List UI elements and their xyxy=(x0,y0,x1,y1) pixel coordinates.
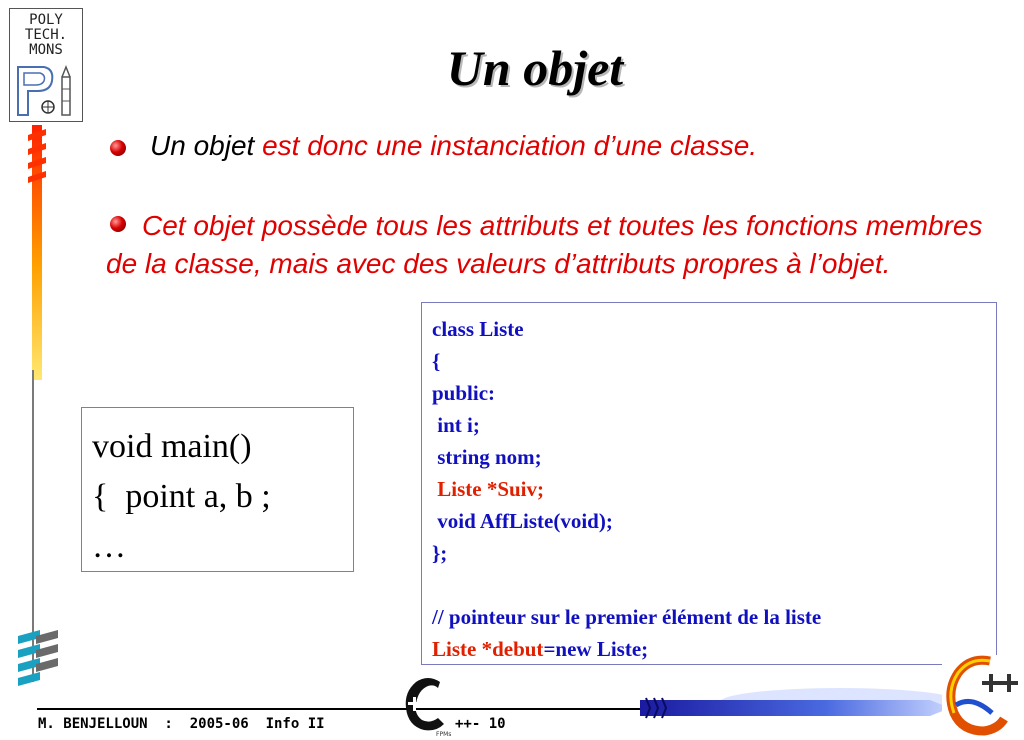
decorative-blue-arrow xyxy=(640,688,950,726)
code-line: class Liste xyxy=(432,317,524,341)
main-line-3: … xyxy=(92,528,126,565)
bullet-2-text: Cet objet possède tous les attributs et toutes les fonctions membres de la classe, mais avec des valeurs d’attributs propres à l’objet. xyxy=(106,210,983,279)
main-line-2: { point a, b ; xyxy=(92,478,271,515)
bullet-icon xyxy=(110,140,126,156)
code-line: }; xyxy=(432,541,448,565)
bullet-1-text xyxy=(150,128,757,164)
logo-line-3: MONS xyxy=(29,42,63,58)
code-line: int i; xyxy=(432,413,480,437)
code-pointer-init: =new Liste; xyxy=(543,637,649,661)
code-line xyxy=(432,633,986,665)
bullet-1-rest: est donc une instanciation d’une classe. xyxy=(254,130,758,161)
footer-page-number: ++- 10 xyxy=(455,716,506,732)
c-language-logo-icon xyxy=(398,672,458,738)
code-line: // pointeur sur le premier élément de la liste xyxy=(432,605,822,629)
code-line: Liste *Suiv; xyxy=(432,477,545,501)
main-code-box xyxy=(81,407,354,572)
cpp-logo-icon xyxy=(942,655,1020,737)
logo-line-2: TECH. xyxy=(24,27,68,43)
slide-title: Un objet xyxy=(446,40,624,96)
code-pointer-name: Liste *debut xyxy=(432,637,544,661)
code-line: { xyxy=(432,349,441,373)
code-line: void AffListe(void); xyxy=(432,509,613,533)
logo-line-1: POLY xyxy=(29,12,63,28)
c-logo-subtext: FPMs xyxy=(436,731,452,738)
code-line: public: xyxy=(432,381,496,405)
code-line: string nom; xyxy=(432,445,542,469)
main-line-1: void main() xyxy=(92,428,252,465)
decorative-stripes xyxy=(18,630,58,700)
bullet-1-subject: Un objet xyxy=(150,130,255,161)
footer-author: M. BENJELLOUN : 2005-06 Info II xyxy=(38,716,325,732)
class-code-box xyxy=(421,302,997,665)
code-line xyxy=(432,569,986,601)
decorative-flame-bar xyxy=(28,125,46,380)
